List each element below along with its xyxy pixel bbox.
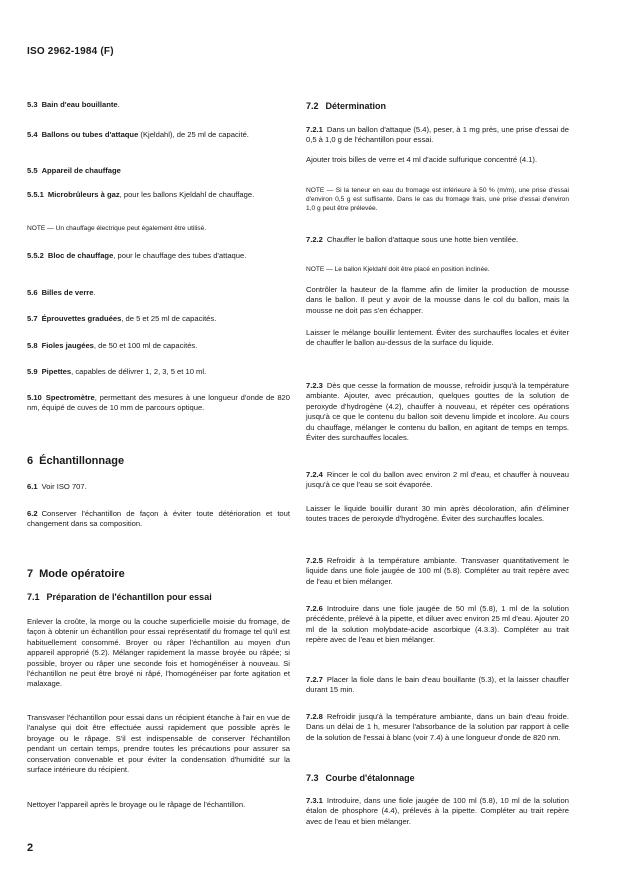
- paragraph-clean-apparatus: Nettoyer l'appareil après le broyage ou le râpage de l'échantillon.: [27, 800, 246, 809]
- section-5-6: 5.6 Billes de verre.: [27, 288, 96, 297]
- paragraph-add-beads: Ajouter trois billes de verre et 4 ml d'acide sulfurique concentré (4.1).: [306, 155, 538, 164]
- section-7-2-8: 7.2.8 Refroidir jusqu'à la température ambiante, dans un bain d'eau froide. Dans un délai de 1 h, mesurer l'absorbance de la solution par rapport à celle de la solution de l'essai à blanc (voir 7.4) à une longueur d'onde de 820 nm.: [306, 712, 569, 742]
- note-electric-heating: NOTE — Un chauffage électrique peut également être utilisé.: [27, 225, 207, 232]
- note-kjeldahl-inclined: NOTE — Le ballon Kjeldahl doit être placé en position inclinée.: [306, 266, 490, 273]
- section-7-3-heading: 7.3 Courbe d'étalonnage: [306, 773, 415, 783]
- section-5-10: 5.10 Spectromètre, permettant des mesures à une longueur d'onde de 820 nm, équipé de cuves de 10 mm de parcours optique.: [27, 393, 290, 413]
- paragraph-sample-preparation: Enlever la croûte, la morge ou la couche superficielle moisie du fromage, de façon à obtenir un échantillon pour essai représentatif du fromage tel qu'il est habituellement consommé. Broyer ou râper l'échantillon au moyen d'un appareil approprié (5.2). Mélanger rapidement la masse broyée ou râpée; si possible, broyer ou râper une seconde fois et homogénéiser à nouveau. Si l'échantillon ne peut être broyé ni râpé, l'homogénéiser par forte agitation et malaxage.: [27, 617, 290, 689]
- section-5-5: 5.5 Appareil de chauffage: [27, 166, 121, 175]
- section-7-2-2: 7.2.2 Chauffer le ballon d'attaque sous une hotte bien ventilée.: [306, 235, 519, 244]
- section-7-heading: 7 Mode opératoire: [27, 568, 125, 580]
- paragraph-boil-30-min: Laisser le liquide bouillir durant 30 min après décoloration, afin d'éliminer toutes traces de peroxyde d'hydrogène. Éviter des surchauffes locales.: [306, 504, 569, 524]
- section-5-8: 5.8 Fioles jaugées, de 50 et 100 ml de capacités.: [27, 341, 198, 350]
- paragraph-sample-transfer: Transvaser l'échantillon pour essai dans un récipient étanche à l'air en vue de l'analyse qui doit être effectuée aussi rapidement que possible après le broyage ou le râpage. S'il est indispensable de conserver l'échantillon pendant un certain temps, prendre toutes les précautions pour assurer sa conservation convenable et pour éviter la condensation d'humidité sur la surface intérieure du récipient.: [27, 713, 290, 775]
- section-7-2-7: 7.2.7 Placer la fiole dans le bain d'eau bouillante (5.3), et la laisser chauffer durant 15 min.: [306, 675, 569, 695]
- section-5-7: 5.7 Éprouvettes graduées, de 5 et 25 ml de capacités.: [27, 314, 217, 323]
- section-5-5-2: 5.5.2 Bloc de chauffage, pour le chauffage des tubes d'attaque.: [27, 251, 247, 260]
- section-7-2-3: 7.2.3 Dès que cesse la formation de mousse, refroidir jusqu'à la température ambiante. Ajouter, avec précaution, quelques gouttes de la solution de peroxyde d'hydrogène (4.2), chauffer à nouveau, et répéter ces opérations jusqu'à ce que le contenu du ballon soit devenu limpide et incolore. Au cours du chauffage, mélanger le contenu du ballon, en agitant de temps en temps. Éviter des surchauffes locales.: [306, 381, 569, 443]
- section-7-3-1: 7.3.1 Introduire, dans une fiole jaugée de 100 ml (5.8), 10 ml de la solution étalon de phosphore (4.4), prélevés à la pipette. Compléter au trait repère avec de l'eau et bien mélanger.: [306, 796, 569, 826]
- section-5-4: 5.4 Ballons ou tubes d'attaque (Kjeldahl), de 25 ml de capacité.: [27, 130, 249, 139]
- paragraph-boil-slowly: Laisser le mélange bouillir lentement. Éviter des surchauffes locales et éviter de chauffer le ballon au-dessus de la surface du liquide.: [306, 328, 569, 348]
- section-5-5-1: 5.5.1 Microbrûleurs à gaz, pour les ballons Kjeldahl de chauffage.: [27, 190, 255, 199]
- section-5-9: 5.9 Pipettes, capables de délivrer 1, 2, 3, 5 et 10 ml.: [27, 367, 207, 376]
- section-6-2: 6.2 Conserver l'échantillon de façon à éviter toute détérioration et tout changement dans sa composition.: [27, 509, 290, 529]
- section-6-1: 6.1 Voir ISO 707.: [27, 482, 87, 491]
- section-5-3: 5.3 Bain d'eau bouillante.: [27, 100, 120, 109]
- page-number: 2: [27, 842, 34, 854]
- section-7-2-4: 7.2.4 Rincer le col du ballon avec environ 2 ml d'eau, et chauffer à nouveau jusqu'à ce que l'eau se soit évaporée.: [306, 470, 569, 490]
- section-7-2-5: 7.2.5 Refroidir à la température ambiante. Transvaser quantitativement le liquide dans une fiole jaugée de 100 ml (5.8). Compléter au trait repère avec de l'eau et bien mélanger.: [306, 556, 569, 586]
- section-7-2-6: 7.2.6 Introduire dans une fiole jaugée de 50 ml (5.8), 1 ml de la solution précédente, prélevé à la pipette, et diluer avec environ 25 ml d'eau. Ajouter 20 ml de la solution molybdate-acide ascorbique (4.3.3). Compléter au trait repère avec de l'eau et bien mélanger.: [306, 604, 569, 645]
- paragraph-flame-control: Contrôler la hauteur de la flamme afin de limiter la production de mousse dans le ballon. Il peut y avoir de la mousse dans le col du ballon, mais la mousse ne doit pas s'en échapper.: [306, 285, 569, 315]
- section-7-2-heading: 7.2 Détermination: [306, 101, 387, 111]
- section-7-2-1: 7.2.1 Dans un ballon d'attaque (5.4), peser, à 1 mg près, une prise d'essai de 0,5 à 1,0 g de l'échantillon pour essai.: [306, 125, 569, 145]
- note-water-content: NOTE — Si la teneur en eau du fromage est inférieure à 50 % (m/m), une prise d'essai d'environ 0,5 g est suffisante. Dans le cas du fromage frais, une prise d'essai d'environ 1,0 g peut être prélevée.: [306, 187, 569, 212]
- document-header: ISO 2962-1984 (F): [27, 46, 114, 57]
- section-7-1-heading: 7.1 Préparation de l'échantillon pour essai: [27, 592, 212, 602]
- section-6-heading: 6 Échantillonnage: [27, 455, 125, 467]
